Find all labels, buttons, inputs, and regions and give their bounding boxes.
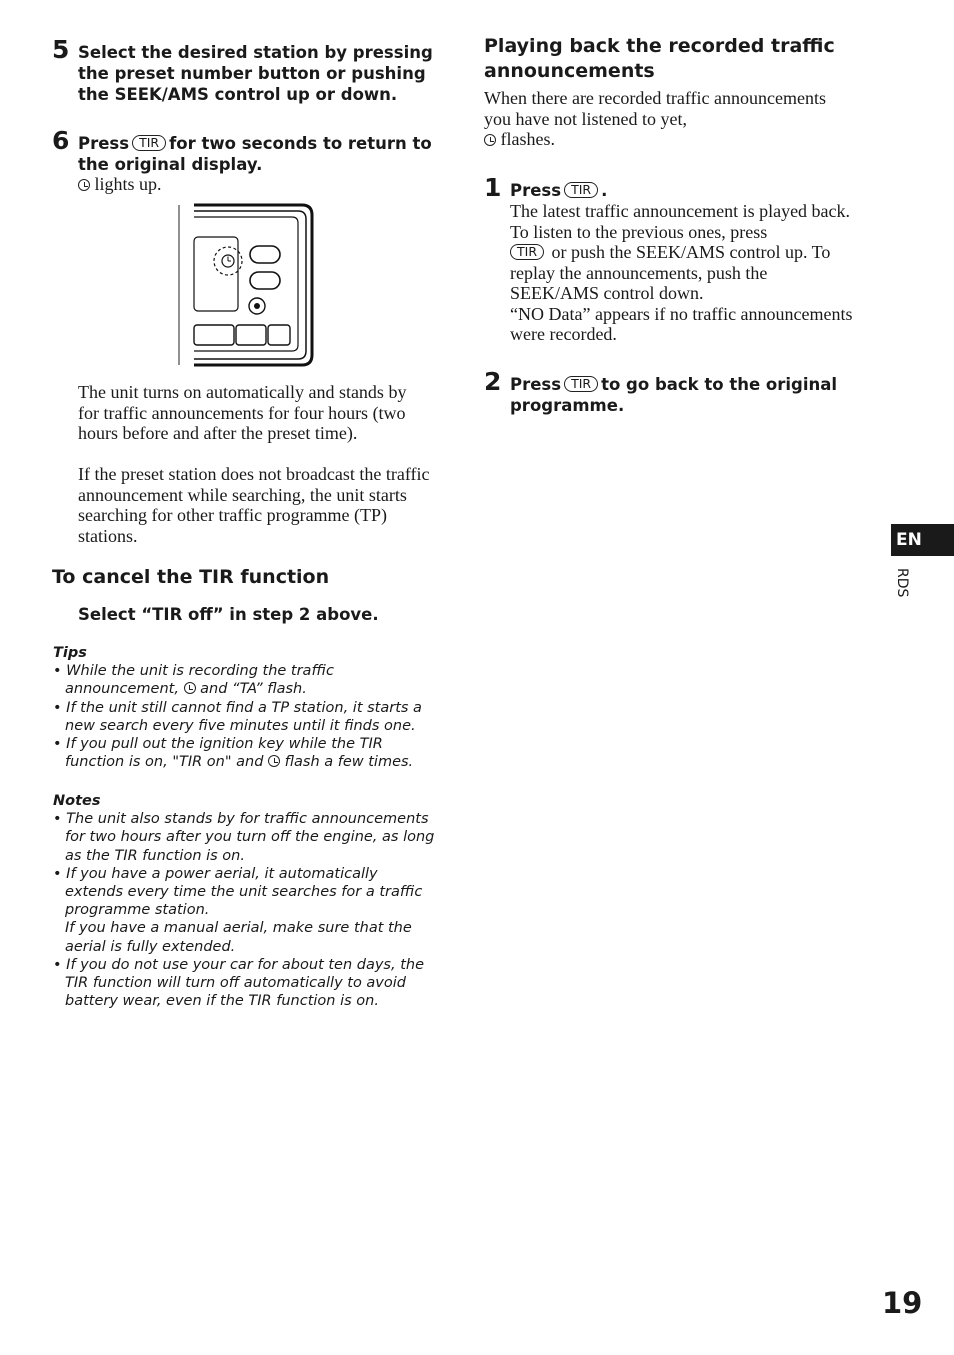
tips-title: Tips (53, 645, 87, 661)
preset-button-1 (194, 325, 234, 345)
tip-item: • If the unit still cannot find a TP station, it starts a new search every five minutes until it finds one. (53, 699, 422, 734)
paragraph-search-tp: If the preset station does not broadcast the traffic announcement while searching, the unit starts searching for other traffic programme (TP) stations. (78, 464, 430, 546)
step-6-note (78, 174, 162, 195)
language-tab: EN (891, 524, 954, 556)
step-6-text (78, 133, 438, 175)
tip-item: • While the unit is recording the traffic announcement, and “TA” flash. (53, 663, 334, 698)
clock-icon (268, 755, 280, 767)
step-5-number: 5 (52, 35, 70, 64)
preset-button-2 (236, 325, 266, 345)
unit-frame (194, 205, 312, 365)
note-item: • If you have a power aerial, it automatically extends every time the unit searches for a traffic programme station. If you have a manual aerial, make sure that the aerial is fully extended. (53, 865, 423, 955)
section-label: RDS (894, 568, 910, 598)
unit-button-middle (250, 272, 280, 289)
playback-heading: Playing back the recorded traffic announcements (484, 35, 835, 82)
playback-step-1-number: 1 (484, 173, 502, 202)
cancel-tir-heading: To cancel the TIR function (52, 566, 330, 588)
tir-key-label: TIR (132, 135, 166, 151)
tip-item: • If you pull out the ignition key while the TIR function is on, "TIR on" and flash a few times. (53, 736, 414, 771)
playback-step-1-body: The latest traffic announcement is played back. To listen to the previous ones, press TIR or push the SEEK/AMS control up. To replay the announcements, push the SEEK/AMS control down. “NO Data” appears if no traffic announcements were recorded. (510, 201, 853, 344)
tir-key-label: TIR (564, 376, 598, 392)
playback-step-2-text: Press TIR to go back to the original programme. (510, 375, 838, 415)
tir-key-label: TIR (510, 244, 544, 260)
step-6-rest: for two seconds to return to the original display. (78, 134, 432, 174)
tips-block (53, 644, 433, 771)
clock-icon (484, 134, 496, 146)
playback-step-2-number: 2 (484, 367, 502, 396)
paragraph-auto-on: The unit turns on automatically and stands by for traffic announcements for four hours (two hours before and after the preset time). (78, 382, 407, 443)
page-number: 19 (882, 1286, 923, 1320)
preset-button-3 (268, 325, 290, 345)
tir-key-label: TIR (564, 182, 598, 198)
note-item: • The unit also stands by for traffic announcements for two hours after you turn off the engine, as long as the TIR function is on. (53, 811, 435, 864)
notes-block (53, 792, 435, 1010)
step-6-press: Press (78, 134, 130, 153)
cancel-tir-instruction: Select “TIR off” in step 2 above. (78, 605, 379, 624)
step-5-text: Select the desired station by pressing the preset number button or pushing the SEEK/AMS control up or down. (78, 43, 433, 104)
notes-title: Notes (53, 793, 101, 809)
step-6-note-text: lights up. (94, 174, 162, 194)
unit-button-top (250, 246, 280, 263)
clock-icon (184, 682, 196, 694)
step-6-number: 6 (52, 126, 70, 155)
clock-icon (78, 179, 90, 191)
note-item: • If you do not use your car for about ten days, the TIR function will turn off automatically to avoid battery wear, even if the TIR function is on. (53, 956, 425, 1010)
playback-step-1-head: Press TIR . (510, 181, 608, 200)
device-illustration (176, 203, 316, 369)
playback-intro: When there are recorded traffic announcements you have not listened to yet, flashes. (484, 88, 826, 149)
